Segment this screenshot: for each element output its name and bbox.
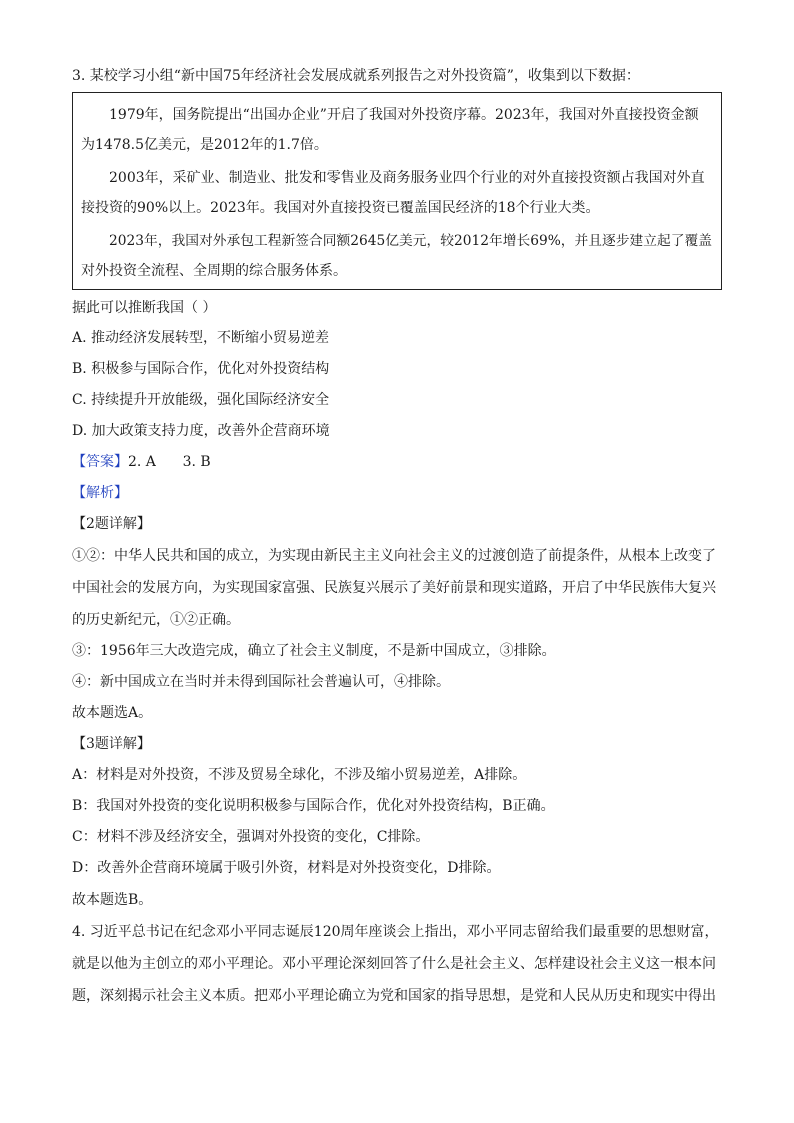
detail-2-line: ①②：中华人民共和国的成立，为实现由新民主主义向社会主义的过渡创造了前提条件，从根本上改变了	[72, 548, 716, 564]
option-a: A. 推动经济发展转型，不断缩小贸易逆差	[72, 330, 330, 346]
material-line: 2003年，采矿业、制造业、批发和零售业及商务服务业四个行业的对外直接投资额占我国对外直	[109, 170, 705, 186]
answer-text: 2. A 3. B	[128, 454, 211, 470]
detail-3-line: C：材料不涉及经济安全，强调对外投资的变化，C排除。	[72, 829, 430, 845]
analysis-label: 【解析】	[72, 485, 128, 501]
material-line: 1979年，国务院提出“出国办企业”开启了我国对外投资序幕。2023年，我国对外直接投资金额	[109, 107, 699, 123]
question-4-line: 题，深刻揭示社会主义本质。把邓小平理论确立为党和国家的指导思想，是党和人民从历史和现实中得出	[72, 988, 716, 1004]
material-line: 2023年，我国对外承包工程新签合同额2645亿美元，较2012年增长69%，并且逐步建立起了覆盖	[109, 233, 713, 249]
question-4-line: 就是以他为主创立的邓小平理论。邓小平理论深刻回答了什么是社会主义、怎样建设社会主义这一根本问	[72, 956, 716, 972]
material-line: 为1478.5亿美元，是2012年的1.7倍。	[81, 137, 328, 153]
detail-3-line: D：改善外企营商环境属于吸引外资，材料是对外投资变化，D排除。	[72, 860, 501, 876]
material-line: 对外投资全流程、全周期的综合服务体系。	[81, 263, 347, 279]
material-box	[72, 92, 722, 290]
detail-2-line: 的历史新纪元，①②正确。	[72, 612, 240, 628]
detail-3-line: A：材料是对外投资，不涉及贸易全球化，不涉及缩小贸易逆差，A排除。	[72, 767, 527, 783]
detail-2-conclusion: 故本题选A。	[72, 705, 153, 721]
question-3-stem: 3. 某校学习小组“新中国75年经济社会发展成就系列报告之对外投资篇”，收集到以下数据：	[72, 68, 640, 84]
detail-2-line: ③：1956年三大改造完成，确立了社会主义制度，不是新中国成立，③排除。	[72, 643, 556, 659]
question-4-line: 4. 习近平总书记在纪念邓小平同志诞辰120周年座谈会上指出，邓小平同志留给我们最重要的思想财富，	[72, 924, 719, 940]
option-b: B. 积极参与国际合作，优化对外投资结构	[72, 361, 330, 377]
detail-2-line: ④：新中国成立在当时并未得到国际社会普遍认可，④排除。	[72, 674, 450, 690]
material-line: 接投资的90%以上。2023年。我国对外直接投资已覆盖国民经济的18个行业大类。	[81, 200, 600, 216]
detail-3-title: 【3题详解】	[72, 736, 151, 752]
answer-label: 【答案】	[72, 454, 128, 470]
detail-2-line: 中国社会的发展方向，为实现国家富强、民族复兴展示了美好前景和现实道路，开启了中华民族伟大复兴	[72, 580, 716, 596]
question-3-prompt: 据此可以推断我国（ ）	[72, 300, 217, 316]
option-d: D. 加大政策支持力度，改善外企营商环境	[72, 423, 330, 439]
detail-2-title: 【2题详解】	[72, 516, 151, 532]
detail-3-conclusion: 故本题选B。	[72, 892, 153, 908]
option-c: C. 持续提升开放能级，强化国际经济安全	[72, 392, 330, 408]
detail-3-line: B：我国对外投资的变化说明积极参与国际合作，优化对外投资结构，B正确。	[72, 798, 555, 814]
answer-line	[72, 452, 211, 472]
